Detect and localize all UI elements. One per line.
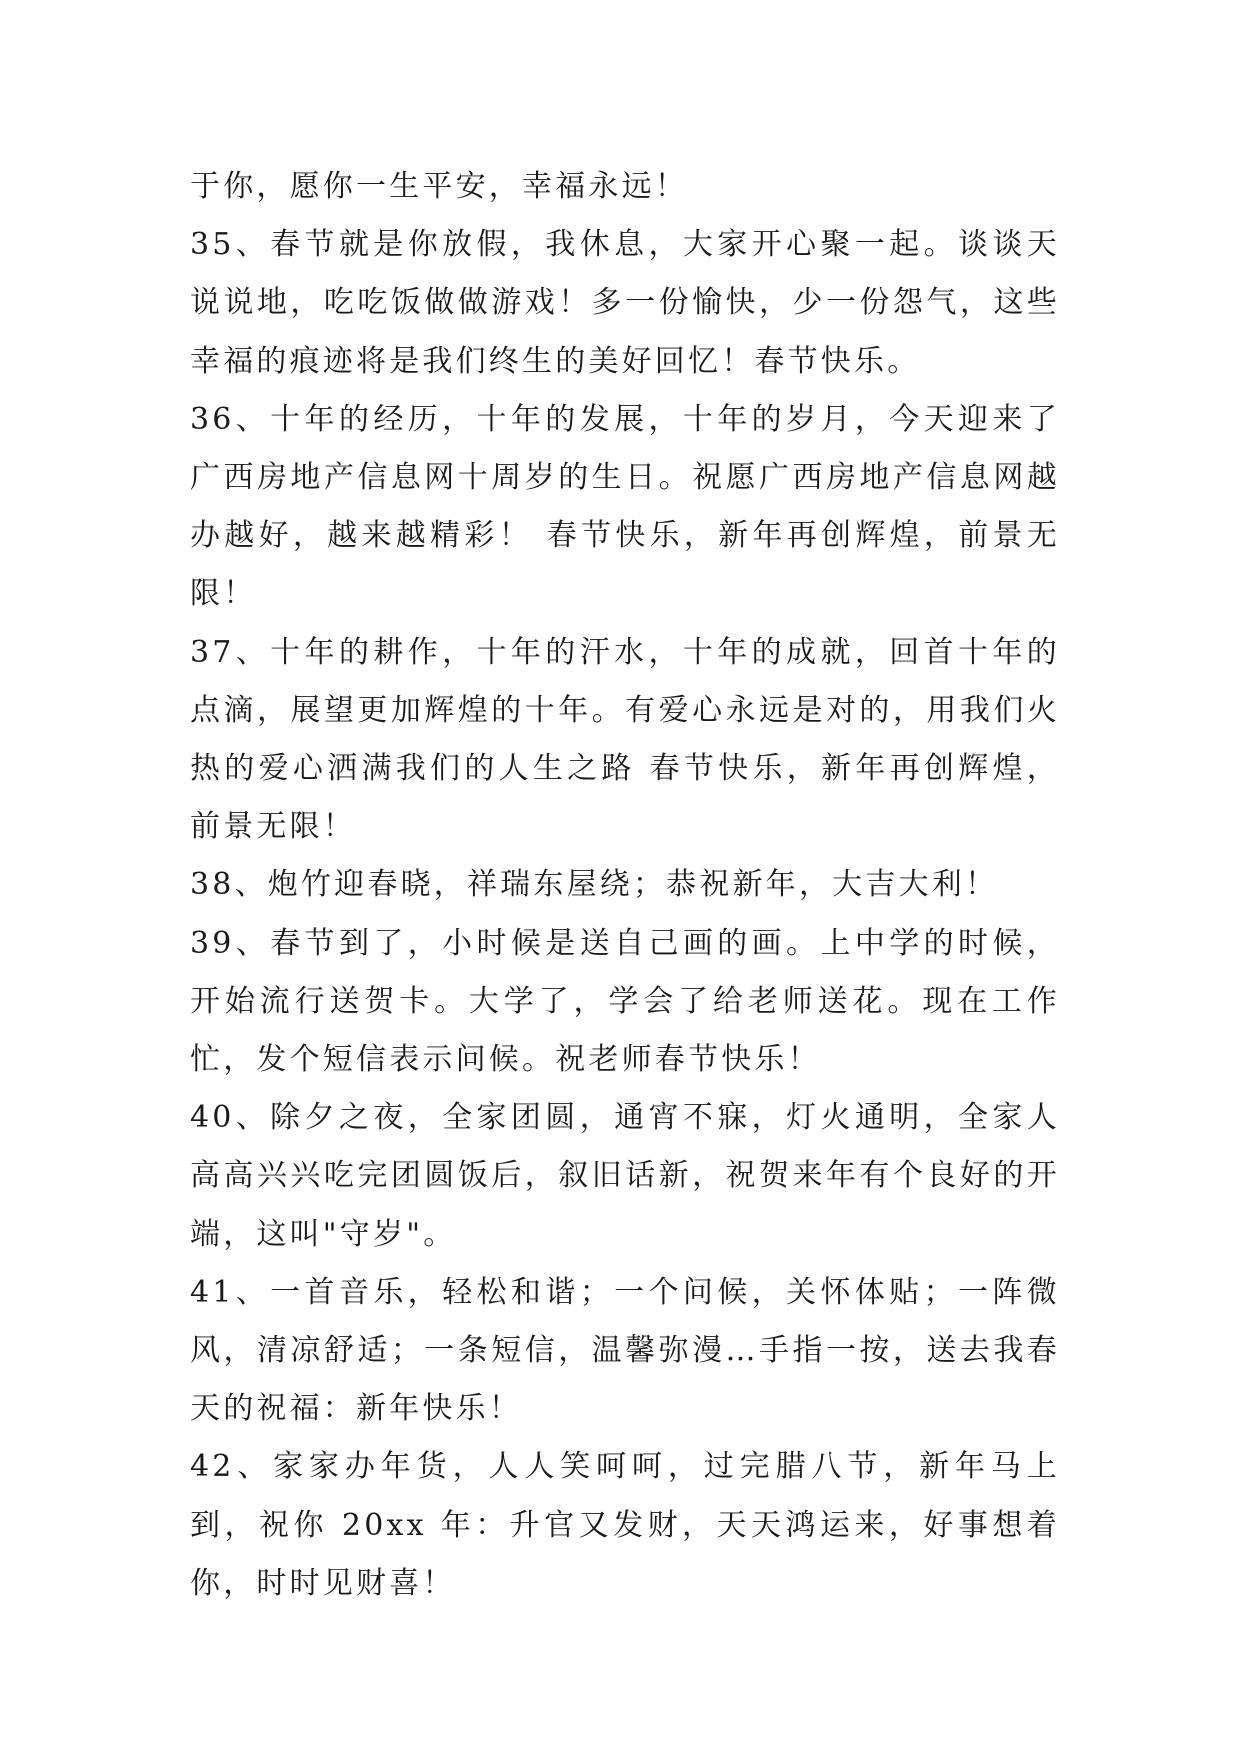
paragraph-40: 40、除夕之夜，全家团圆，通宵不寐，灯火通明，全家人高高兴兴吃完团圆饭后，叙旧话新，祝贺来年有个良好的开端，这叫"守岁"。 (190, 1100, 1060, 1252)
paragraph-38: 38、炮竹迎春晓，祥瑞东屋绕；恭祝新年，大吉大利！ (190, 867, 999, 903)
paragraph-42: 42、家家办年货，人人笑呵呵，过完腊八节，新年马上到，祝你 20xx 年：升官又发财，天天鸿运来，好事想着你，时时见财喜！ (190, 1449, 1060, 1601)
paragraph-continuation: 于你，愿你一生平安，幸福永远！ (190, 169, 688, 204)
paragraph-36: 36、十年的经历，十年的发展，十年的岁月，今天迎来了广西房地产信息网十周岁的生日。祝愿广西房地产信息网越办越好，越来越精彩！ 春节快乐，新年再创辉煌，前景无限！ (190, 401, 1060, 612)
paragraph-41: 41、一首音乐，轻松和谐；一个问候，关怀体贴；一阵微风，清凉舒适；一条短信，温馨弥漫…手指一按，送去我春天的祝福：新年快乐！ (190, 1274, 1060, 1427)
paragraph-39: 39、春节到了，小时候是送自己画的画。上中学的时候，开始流行送贺卡。大学了，学会了给老师送花。现在工作忙，发个短信表示问候。祝老师春节快乐！ (190, 925, 1060, 1078)
document-body (190, 158, 1060, 1613)
paragraph-35: 35、春节就是你放假，我休息，大家开心聚一起。谈谈天说说地，吃吃饭做做游戏！多一份愉快，少一份怨气，这些幸福的痕迹将是我们终生的美好回忆！春节快乐。 (190, 227, 1060, 379)
paragraph-37: 37、十年的耕作，十年的汗水，十年的成就，回首十年的点滴，展望更加辉煌的十年。有爱心永远是对的，用我们火热的爱心洒满我们的人生之路 春节快乐，新年再创辉煌，前景无限！ (190, 634, 1060, 845)
